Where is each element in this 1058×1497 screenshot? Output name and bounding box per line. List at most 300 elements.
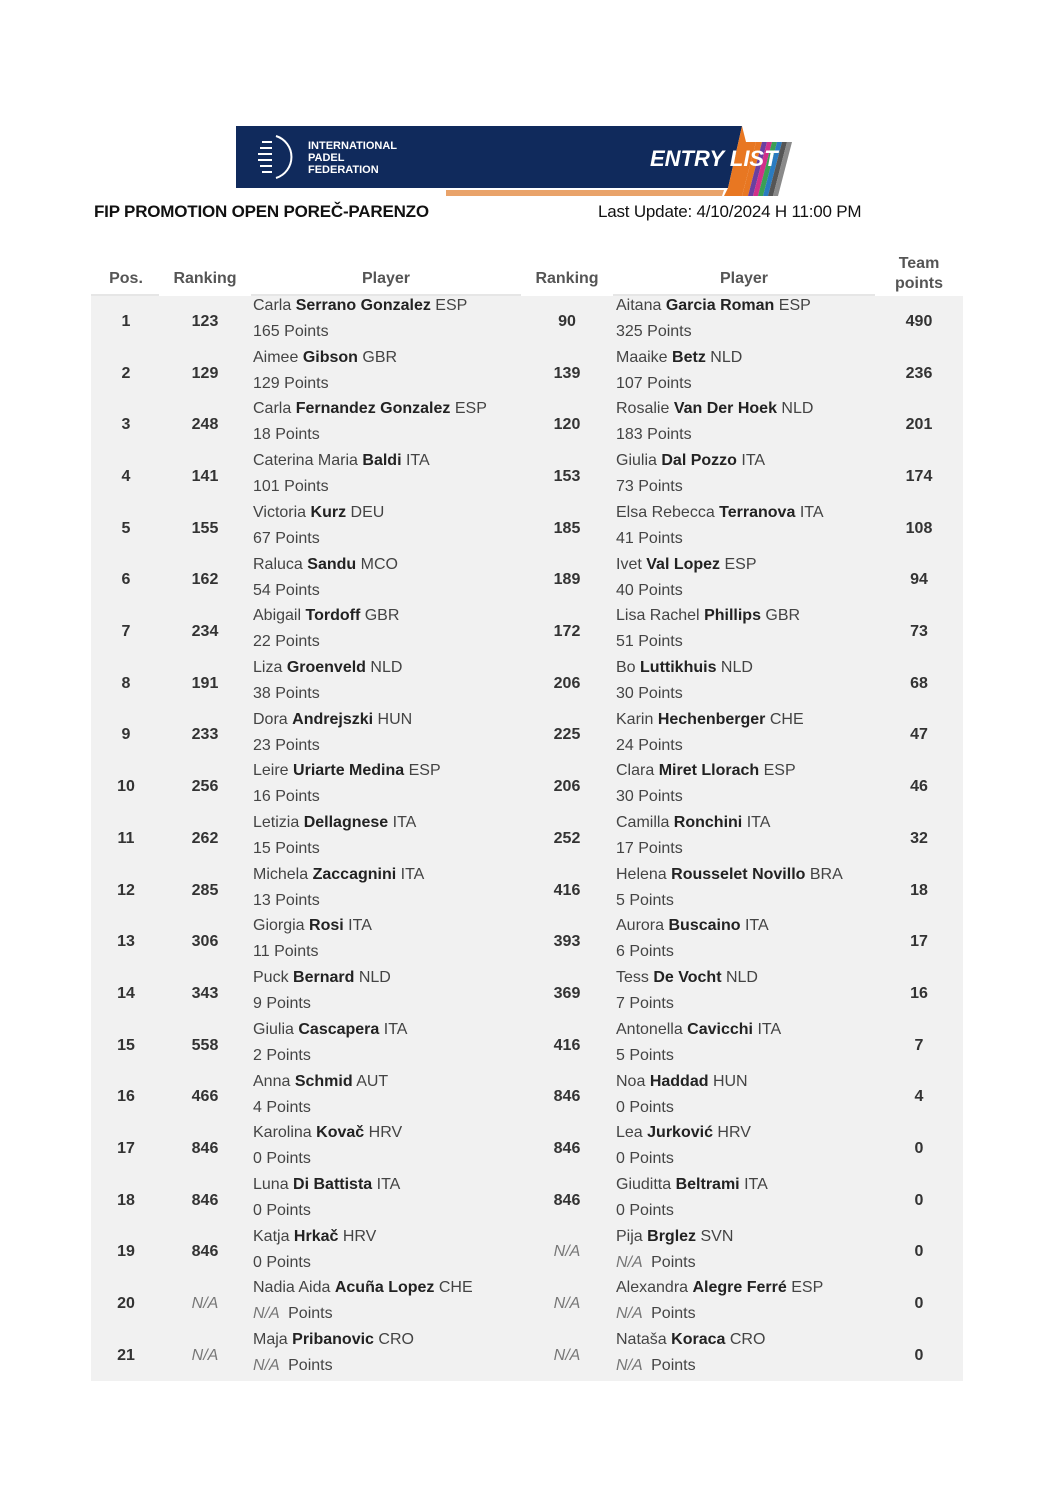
last-name: Serrano Gonzalez: [295, 297, 431, 314]
player1-ranking: 846: [191, 1243, 219, 1261]
nationality: NLD: [370, 658, 403, 676]
first-name: Leire: [253, 762, 289, 780]
position: 21: [117, 1346, 135, 1364]
nationality: ESP: [763, 762, 796, 780]
first-name: Noa: [616, 1072, 646, 1090]
first-name: Giulia: [253, 1020, 294, 1038]
last-name: Val Lopez: [646, 555, 721, 573]
player2-points: [616, 892, 674, 910]
player1-ranking: 846: [191, 1191, 219, 1209]
nationality: NLD: [720, 658, 753, 676]
nationality: SVN: [700, 1227, 734, 1245]
first-name: Ivet: [616, 555, 642, 573]
position: 20: [117, 1295, 135, 1313]
table-row: [91, 916, 963, 968]
nationality: ITA: [376, 1175, 401, 1193]
first-name: Aurora: [616, 917, 665, 935]
points-label: Points: [266, 1201, 311, 1219]
entry-list-label: ENTRY LIST: [650, 146, 778, 171]
player2-name: [616, 866, 843, 884]
position: 16: [117, 1088, 135, 1106]
nationality: ESP: [778, 297, 811, 314]
team-points: 7: [914, 1036, 924, 1054]
nationality: CRO: [729, 1331, 766, 1348]
player1-name: [253, 659, 402, 677]
points-value: 0: [253, 1150, 262, 1168]
player1-ranking: N/A: [191, 1295, 219, 1313]
player1-ranking: N/A: [191, 1346, 219, 1364]
player1-name: [253, 400, 487, 418]
first-name: Tess: [616, 969, 649, 987]
player2-points: [616, 943, 674, 961]
team-points: 46: [910, 778, 928, 796]
first-name: Antonella: [616, 1020, 683, 1038]
player1-points: [253, 1202, 311, 1220]
player2-name: [616, 1228, 733, 1246]
player2-name: [616, 1124, 751, 1142]
player1-name: [253, 1124, 402, 1142]
last-name: Cavicchi: [687, 1020, 753, 1038]
table-header: [91, 250, 963, 296]
nationality: CRO: [378, 1331, 414, 1348]
player1-name: [253, 762, 441, 780]
points-label: Points: [629, 1046, 674, 1064]
position: 2: [121, 364, 131, 382]
team-points: 108: [905, 519, 933, 537]
last-name: Rosi: [309, 917, 344, 935]
last-name: Brglez: [647, 1227, 697, 1245]
nationality: ITA: [744, 917, 769, 935]
player1-name: [253, 607, 399, 625]
first-name: Abigail: [253, 607, 302, 625]
player2-name: [616, 452, 765, 470]
position: 10: [117, 778, 135, 796]
player2-ranking: N/A: [553, 1295, 581, 1313]
points-value: 15: [253, 840, 271, 857]
entry-list-table: [91, 250, 963, 1374]
player2-ranking: 369: [553, 984, 581, 1002]
team-points: 17: [910, 933, 928, 951]
player2-name: [616, 969, 758, 987]
first-name: Anna: [253, 1072, 291, 1090]
first-name: Carla: [253, 297, 292, 314]
player1-name: [253, 1228, 376, 1246]
team-points: 201: [905, 416, 933, 434]
first-name: Puck: [253, 969, 289, 987]
player1-name: [253, 969, 391, 987]
team-points: 73: [910, 623, 928, 641]
points-value: 11: [253, 943, 270, 961]
points-label: Points: [629, 1150, 674, 1168]
points-label: Points: [275, 788, 320, 806]
last-name: Kovač: [316, 1124, 365, 1142]
first-name: Camilla: [616, 814, 670, 831]
nationality: NLD: [781, 400, 814, 418]
player1-points: [253, 530, 320, 548]
player1-ranking: 306: [191, 933, 219, 951]
player2-ranking: 153: [553, 467, 581, 485]
points-label: Points: [275, 426, 320, 444]
points-value: 0: [253, 1201, 262, 1219]
points-label: Points: [638, 788, 683, 806]
nationality: ITA: [405, 452, 430, 470]
player2-points: [616, 375, 692, 393]
first-name: Alexandra: [616, 1279, 689, 1297]
points-value: N/A: [253, 1305, 280, 1323]
col-pos: Pos.: [109, 270, 143, 287]
nationality: GBR: [364, 607, 400, 625]
player1-ranking: 162: [191, 571, 219, 589]
first-name: Nataša: [616, 1331, 667, 1348]
player1-points: [253, 840, 320, 858]
first-name: Victoria: [253, 503, 307, 521]
first-name: Maaike: [616, 348, 668, 366]
first-name: Letizia: [253, 814, 300, 831]
position: 8: [121, 674, 131, 692]
player2-name: [616, 1331, 765, 1349]
player1-points: [253, 1047, 311, 1065]
first-name: Raluca: [253, 555, 303, 573]
points-label: Points: [266, 1150, 311, 1168]
points-label: Points: [275, 633, 320, 651]
first-name: Michela: [253, 865, 309, 883]
player2-points: [616, 737, 683, 755]
position: 9: [121, 726, 131, 744]
nationality: ITA: [799, 503, 824, 521]
points-value: 6: [616, 943, 625, 961]
points-value: 5: [616, 1046, 625, 1064]
player1-name: [253, 917, 372, 935]
nationality: HRV: [342, 1227, 377, 1245]
nationality: ITA: [348, 917, 372, 935]
points-value: 54: [253, 581, 271, 599]
player1-ranking: 343: [191, 984, 219, 1002]
nationality: ITA: [383, 1020, 408, 1038]
nationality: NLD: [710, 348, 743, 366]
points-value: 41: [616, 529, 634, 547]
points-label: Points: [638, 581, 683, 599]
first-name: Luna: [253, 1175, 289, 1193]
player1-points: [253, 685, 320, 703]
nationality: CHE: [438, 1279, 473, 1297]
table-row: [91, 1020, 963, 1072]
last-name: De Vocht: [653, 969, 722, 987]
player2-name: [616, 349, 742, 367]
player2-points: [616, 1099, 674, 1117]
points-value: 18: [253, 426, 271, 444]
player2-name: [616, 556, 757, 574]
table-row: [91, 1330, 963, 1382]
last-name: Betz: [672, 348, 706, 366]
points-label: Points: [647, 323, 692, 340]
nationality: CHE: [769, 710, 804, 728]
last-name: Schmid: [294, 1072, 353, 1090]
player1-name: [253, 504, 384, 522]
points-value: N/A: [616, 1253, 643, 1271]
player2-points: [616, 1202, 674, 1220]
last-name: Luttikhuis: [640, 658, 717, 676]
table-row: [91, 399, 963, 451]
player2-name: [616, 297, 811, 315]
nationality: HRV: [717, 1124, 751, 1142]
player1-ranking: 285: [191, 881, 219, 899]
player2-points: [616, 685, 683, 703]
player1-ranking: 234: [191, 623, 219, 641]
points-value: 325: [616, 323, 643, 340]
position: 19: [117, 1243, 135, 1261]
points-value: 0: [616, 1201, 625, 1219]
table-row: [91, 658, 963, 710]
col-ranking-2: Ranking: [535, 270, 599, 287]
player1-points: [253, 375, 329, 393]
player2-ranking: 846: [553, 1191, 581, 1209]
points-label: Points: [288, 1305, 333, 1323]
points-value: 13: [253, 891, 271, 909]
player1-ranking: 248: [191, 416, 219, 434]
table-row: [91, 606, 963, 658]
nationality: BRA: [809, 865, 843, 883]
logo-text-line3: FEDERATION: [308, 164, 379, 176]
points-value: 24: [616, 736, 634, 754]
last-name: Koraca: [671, 1331, 726, 1348]
points-label: Points: [638, 736, 683, 754]
points-value: 67: [253, 529, 271, 547]
team-points: 16: [910, 984, 928, 1002]
nationality: NLD: [358, 969, 391, 987]
player1-points: [253, 892, 320, 910]
player1-points: [253, 478, 329, 496]
first-name: Katja: [253, 1227, 290, 1245]
player2-ranking: 416: [553, 881, 581, 899]
nationality: HRV: [368, 1124, 403, 1142]
player1-points: [253, 1254, 311, 1272]
player2-points: [616, 582, 683, 600]
points-value: 40: [616, 581, 634, 599]
first-name: Caterina Maria: [253, 452, 358, 470]
player2-ranking: 393: [553, 933, 581, 951]
first-name: Lisa Rachel: [616, 607, 700, 625]
player1-points: [253, 426, 320, 444]
player1-points: [253, 737, 320, 755]
table-row: [91, 451, 963, 503]
col-team-points-line2: points: [895, 275, 943, 292]
points-value: 2: [253, 1046, 262, 1064]
points-label: Points: [629, 943, 674, 961]
player1-points: [253, 1305, 333, 1323]
player2-points: [616, 530, 683, 548]
player2-points: [616, 426, 692, 444]
first-name: Aitana: [616, 297, 662, 314]
player1-ranking: 129: [191, 364, 219, 382]
player2-points: [616, 995, 674, 1013]
table-row: [91, 555, 963, 607]
table-row: [91, 503, 963, 555]
points-label: Points: [629, 891, 674, 909]
player1-name: [253, 452, 430, 470]
last-name: Dellagnese: [303, 814, 389, 831]
table-row: [91, 296, 963, 348]
points-value: 0: [253, 1253, 262, 1271]
fip-logo-banner: [236, 118, 802, 198]
points-value: 129: [253, 374, 280, 392]
last-name: Tordoff: [305, 607, 361, 625]
player1-ranking: 155: [191, 519, 219, 537]
last-name: Dal Pozzo: [661, 452, 737, 470]
points-value: 4: [253, 1098, 262, 1116]
first-name: Bo: [616, 658, 636, 676]
player1-name: [253, 349, 397, 367]
player1-name: [253, 711, 412, 729]
table-row: [91, 761, 963, 813]
points-label: Points: [638, 478, 683, 496]
player1-points: [253, 1150, 311, 1168]
last-name: Ronchini: [673, 814, 743, 831]
points-value: 107: [616, 374, 643, 392]
last-name: Kurz: [310, 503, 347, 521]
nationality: NLD: [725, 969, 758, 987]
team-points: 490: [905, 312, 933, 330]
player2-name: [616, 1279, 823, 1297]
player2-ranking: N/A: [553, 1346, 581, 1364]
player1-points: [253, 943, 319, 961]
points-label: Points: [275, 581, 320, 599]
player1-name: [253, 1279, 473, 1297]
table-row: [91, 1072, 963, 1124]
points-label: Points: [274, 943, 319, 961]
nationality: ITA: [744, 1175, 768, 1193]
points-value: 23: [253, 736, 271, 754]
player2-ranking: 416: [553, 1036, 581, 1054]
last-name: Di Battista: [293, 1175, 373, 1193]
nationality: GBR: [362, 348, 398, 366]
last-name: Alegre Ferré: [692, 1279, 787, 1297]
player1-name: [253, 814, 416, 832]
first-name: Lea: [616, 1124, 643, 1142]
nationality: ESP: [435, 297, 468, 314]
player2-ranking: 90: [558, 312, 576, 330]
player2-ranking: 225: [553, 726, 581, 744]
table-row: [91, 865, 963, 917]
player2-name: [616, 659, 753, 677]
first-name: Giulia: [616, 452, 657, 470]
last-name: Hechenberger: [657, 710, 766, 728]
points-value: 30: [616, 684, 634, 702]
points-label: Points: [288, 1357, 333, 1374]
player2-points: [616, 840, 683, 858]
player2-points: [616, 1047, 674, 1065]
points-label: Points: [638, 840, 683, 857]
player2-points: [616, 788, 683, 806]
team-points: 32: [910, 829, 928, 847]
team-points: 236: [905, 364, 933, 382]
last-name: Sandu: [307, 555, 357, 573]
player1-ranking: 233: [191, 726, 219, 744]
points-value: 9: [253, 995, 262, 1013]
player2-name: [616, 1021, 781, 1039]
points-label: Points: [284, 323, 329, 340]
last-name: Jurković: [647, 1124, 713, 1142]
first-name: Carla: [253, 400, 292, 418]
first-name: Giuditta: [616, 1175, 672, 1193]
position: 12: [117, 881, 135, 899]
first-name: Clara: [616, 762, 655, 780]
table-body: [91, 296, 963, 1381]
player1-ranking: 256: [191, 778, 219, 796]
position: 17: [117, 1140, 135, 1158]
player2-ranking: 206: [553, 674, 581, 692]
player2-name: [616, 607, 800, 625]
points-value: 17: [616, 840, 634, 857]
player1-name: [253, 1331, 414, 1349]
points-label: Points: [275, 840, 320, 857]
team-points: 47: [910, 726, 928, 744]
first-name: Maja: [253, 1331, 288, 1348]
first-name: Rosalie: [616, 400, 670, 418]
player1-points: [253, 323, 329, 341]
player1-name: [253, 297, 467, 315]
points-label: Points: [275, 736, 320, 754]
player2-ranking: 252: [553, 829, 581, 847]
team-points: 0: [914, 1295, 924, 1313]
player2-name: [616, 814, 770, 832]
team-points: 68: [910, 674, 928, 692]
player2-ranking: 846: [553, 1140, 581, 1158]
position: 18: [117, 1191, 135, 1209]
col-team-points: [875, 254, 963, 294]
player2-name: [616, 917, 769, 935]
points-value: 0: [616, 1150, 625, 1168]
points-label: Points: [266, 1253, 311, 1271]
points-label: Points: [638, 529, 683, 547]
nationality: ESP: [408, 762, 441, 780]
points-label: Points: [284, 478, 329, 496]
points-label: Points: [651, 1357, 696, 1374]
last-name: Andrejszki: [292, 710, 374, 728]
last-name: Beltrami: [675, 1175, 740, 1193]
entry-list-banner: [236, 118, 802, 198]
player2-points: [616, 1305, 696, 1323]
points-value: N/A: [616, 1357, 643, 1374]
nationality: ESP: [724, 555, 757, 573]
team-points: 0: [914, 1140, 924, 1158]
points-value: 5: [616, 891, 625, 909]
player1-name: [253, 1021, 407, 1039]
nationality: DEU: [350, 503, 385, 521]
first-name: Karolina: [253, 1124, 312, 1142]
last-update: Last Update: 4/10/2024 H 11:00 PM: [598, 202, 862, 221]
position: 6: [121, 571, 131, 589]
player1-ranking: 558: [191, 1036, 219, 1054]
first-name: Karin: [616, 710, 654, 728]
player1-ranking: 191: [191, 674, 219, 692]
player2-name: [616, 1073, 748, 1091]
points-label: Points: [629, 1201, 674, 1219]
player1-ranking: 141: [191, 467, 219, 485]
player2-name: [616, 762, 796, 780]
points-label: Points: [629, 1098, 674, 1116]
player2-name: [616, 504, 824, 522]
last-name: Haddad: [649, 1072, 709, 1090]
last-name: Zaccagnini: [312, 865, 397, 883]
player1-points: [253, 1357, 333, 1375]
points-label: Points: [629, 995, 674, 1013]
player1-name: [253, 1176, 400, 1194]
table-row: [91, 1123, 963, 1175]
first-name: Nadia Aida: [253, 1279, 331, 1297]
team-points: 4: [914, 1088, 924, 1106]
player1-ranking: 123: [191, 312, 219, 330]
position: 5: [121, 519, 131, 537]
